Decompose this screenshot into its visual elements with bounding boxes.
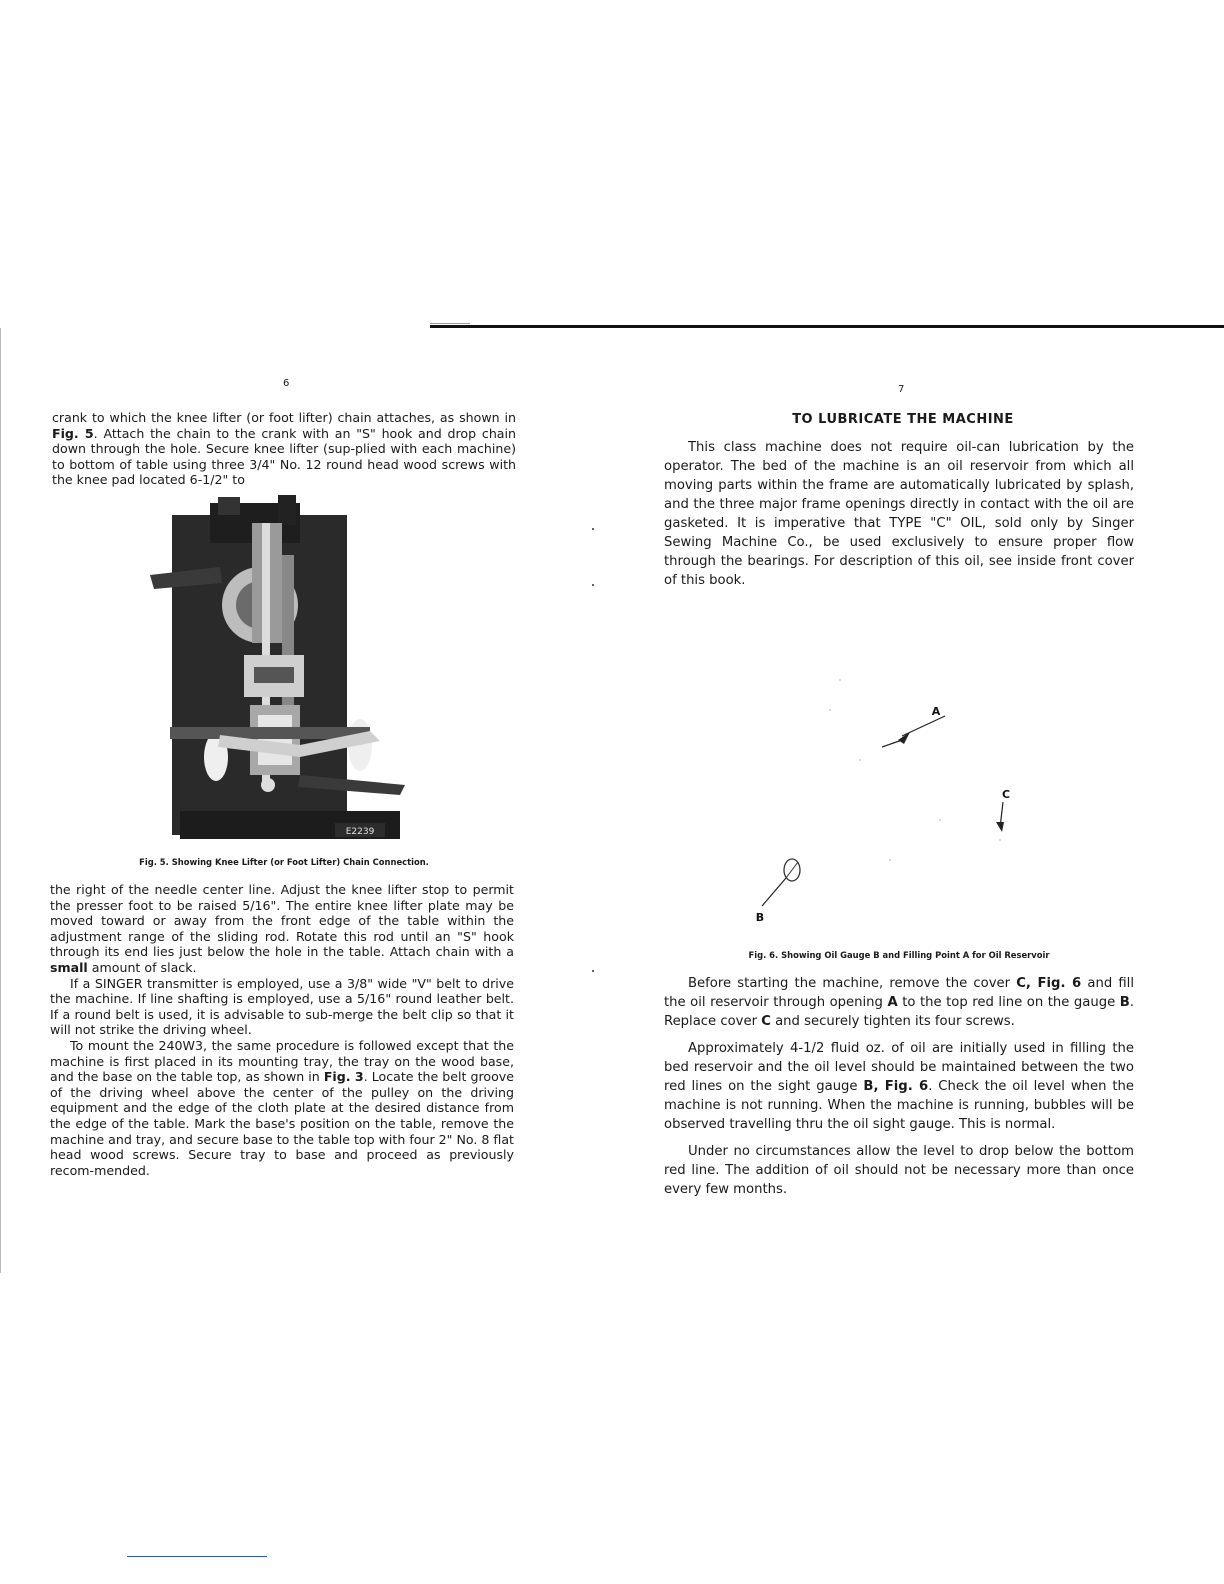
speck	[592, 584, 594, 586]
page-number-right: 7	[898, 384, 905, 395]
page-number-left: 6	[283, 378, 290, 389]
paragraph: If a SINGER transmitter is employed, use a 3/8" wide "V" belt to drive the machine. If line shafting is employed, use a 5/16" round leather belt. If a round belt is used, it is advisable to sub-merge the belt clip so that it will not strike the driving wheel.	[50, 975, 514, 1038]
page-top-rule	[430, 325, 1224, 328]
right-paragraphs-bottom	[664, 974, 1134, 1207]
oil-reservoir-diagram	[740, 640, 1060, 930]
paragraph: To mount the 240W3, the same procedure is followed except that the machine is first placed in its mounting tray, the tray on the wood base, and the base on the table top, as shown in Fig. 3. Locate the belt groove of the driving wheel above the center of the pulley on the driving equipment and the edge of the cloth plate at the desired distance from the edge of the table. Mark the base's position on the table, remove the machine and tray, and secure base to the table top with four 2" No. 8 flat head wood screws. Secure tray to base and proceed as previously recom-mended.	[50, 1037, 514, 1178]
left-paragraph-top	[52, 410, 516, 488]
right-paragraph-top	[664, 438, 1134, 598]
paragraph: Under no circumstances allow the level to drop below the bottom red line. The addition of oil should not be necessary more than once every few months.	[664, 1144, 1134, 1197]
knee-lifter-machine-photo	[150, 495, 410, 850]
figure-6-caption: Fig. 6. Showing Oil Gauge B and Filling Point A for Oil Reservoir	[748, 950, 1050, 960]
paragraph: Approximately 4-1/2 fluid oz. of oil are initially used in filling the bed reservoir and the oil level should be maintained between the two red lines on the sight gauge B, Fig. 6. Check the oil level when the machine is not running. When the machine is running, bubbles will be observed travelling thru the oil sight gauge. This is normal.	[664, 1041, 1134, 1132]
page-top-rule-thin	[430, 323, 470, 324]
label-a: A	[931, 705, 941, 718]
figure-stamp: E2239	[345, 827, 375, 837]
paragraph: the right of the needle center line. Adjust the knee lifter stop to permit the presser foot to be raised 5/16". The entire knee lifter plate may be moved toward or away from the front edge of the table within the adjustment range of the sliding rod. Rotate this rod until an "S" hook through its end lies just below the hole in the table. Attach chain with a small amount of slack.	[50, 882, 514, 975]
paragraph: Before starting the machine, remove the cover C, Fig. 6 and fill the oil reservoir through opening A to the top red line on the gauge B. Replace cover C and securely tighten its four screws.	[664, 976, 1134, 1029]
label-b: B	[755, 911, 765, 924]
figure-5-caption: Fig. 5. Showing Knee Lifter (or Foot Lifter) Chain Connection.	[139, 857, 429, 867]
page-left-edge	[0, 328, 1, 1273]
paragraph: crank to which the knee lifter (or foot lifter) chain attaches, as shown in Fig. 5. Attach the chain to the crank with an "S" hook and drop chain down through the hole. Secure knee lifter (sup-plied with each machine) to bottom of table using three 3/4" No. 12 round head wood screws with the knee pad located 6-1/2" to	[52, 410, 516, 488]
bottom-rule	[127, 1556, 267, 1557]
left-paragraphs-bottom	[50, 882, 514, 1178]
section-heading: TO LUBRICATE THE MACHINE	[792, 412, 1014, 427]
label-c: C	[1001, 788, 1011, 801]
speck	[592, 970, 594, 972]
speck	[592, 528, 594, 530]
paragraph: This class machine does not require oil-can lubrication by the operator. The bed of the machine is an oil reservoir from which all moving parts within the frame are automatically lubricated by splash, and the three major frame openings directly in contact with the oil are gasketed. It is imperative that TYPE "C" OIL, sold only by Singer Sewing Machine Co., be used exclusively to ensure proper flow through the bearings. For description of this oil, see inside front cover of this book.	[664, 440, 1134, 588]
